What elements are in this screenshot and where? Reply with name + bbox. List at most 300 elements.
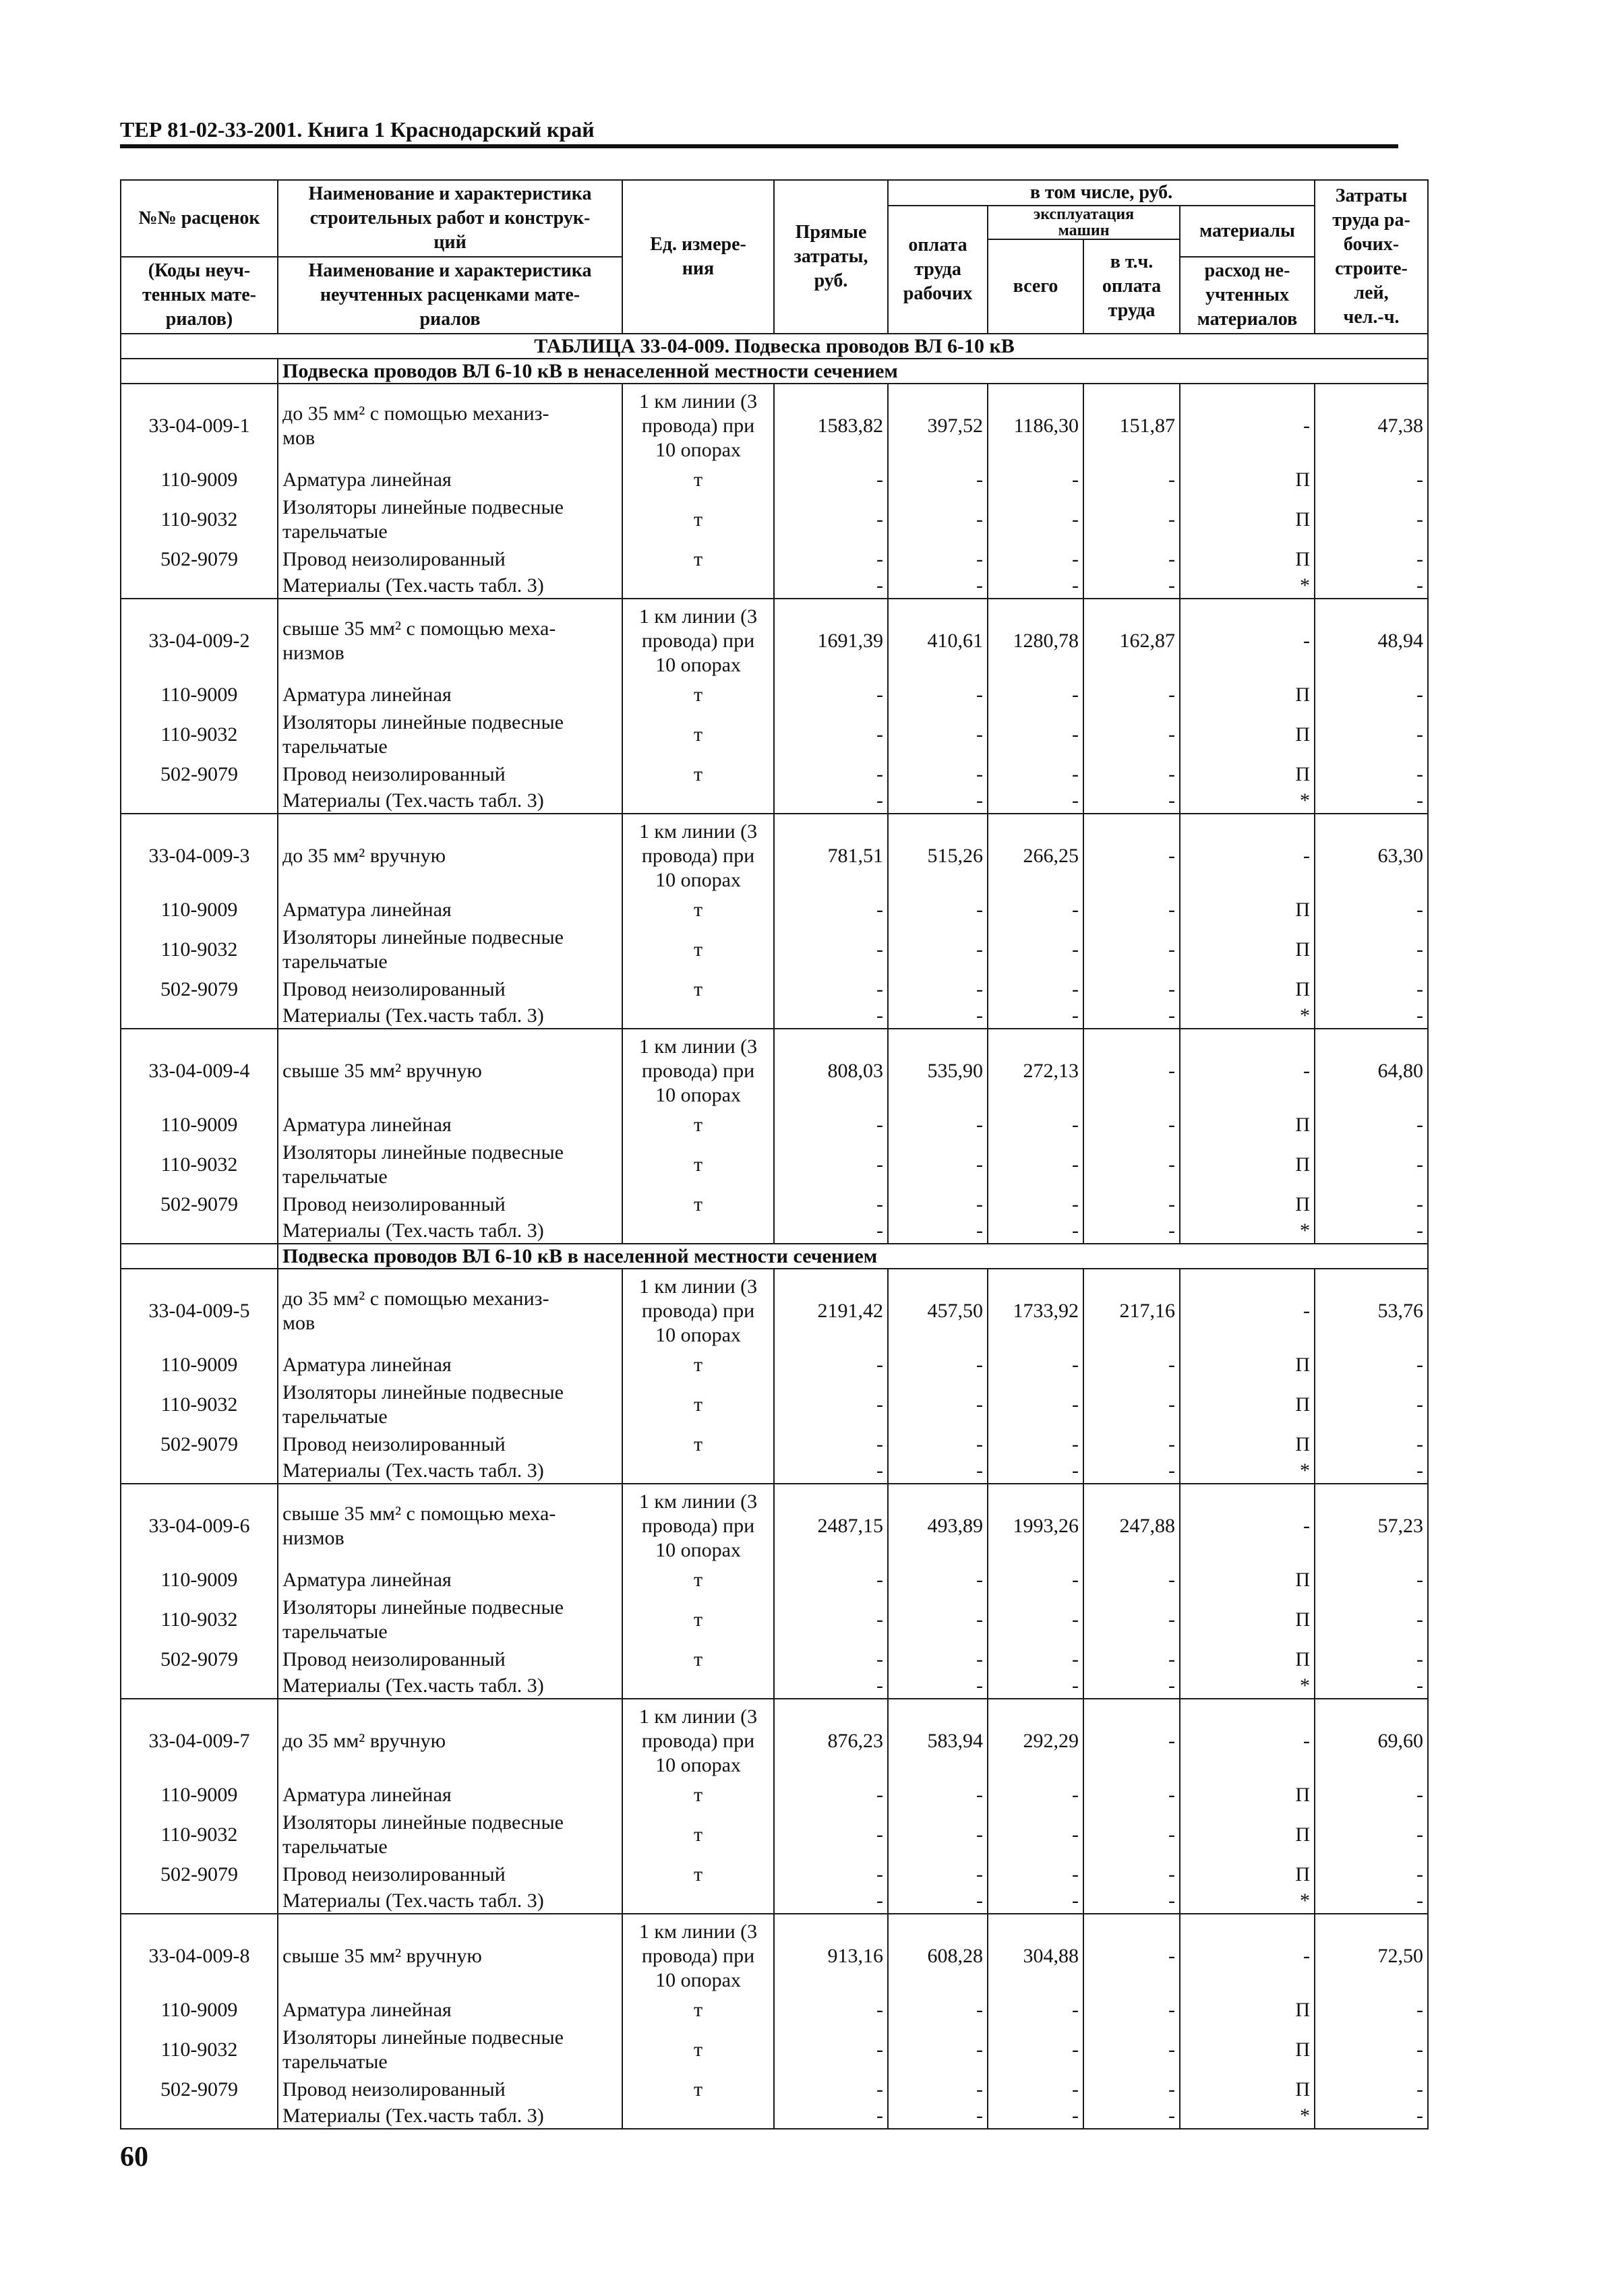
machine-operator-pay: -	[1083, 1138, 1180, 1191]
worker-pay: 410,61	[888, 599, 988, 682]
machine-operator-pay: -	[1083, 1593, 1180, 1646]
labor-hours: 53,76	[1315, 1269, 1428, 1352]
machine-operator-pay: -	[1083, 546, 1180, 573]
material-row	[121, 1458, 1428, 1484]
unit-of-measure: т	[622, 1808, 774, 1861]
rate-row	[121, 599, 1428, 682]
unit-of-measure: т	[622, 1861, 774, 1888]
worker-pay: -	[888, 1378, 988, 1431]
section-title: Подвеска проводов ВЛ 6-10 кВ в ненаселенной местности сечением	[278, 359, 1428, 384]
table-title-row	[121, 334, 1428, 359]
machine-cost-total: -	[988, 682, 1083, 708]
materials: П	[1180, 1997, 1315, 2023]
work-name: свыше 35 мм² вручную	[278, 1914, 622, 1997]
material-row	[121, 1646, 1428, 1673]
materials: П	[1180, 682, 1315, 708]
labor-hours: -	[1315, 2103, 1428, 2129]
labor-hours: -	[1315, 2023, 1428, 2076]
direct-cost: -	[774, 1888, 888, 1914]
rate-code: 110-9032	[121, 1138, 278, 1191]
machine-operator-pay: 247,88	[1083, 1484, 1180, 1567]
machine-operator-pay: -	[1083, 708, 1180, 761]
machine-cost-total: 1993,26	[988, 1484, 1083, 1567]
work-name: Арматура линейная	[278, 682, 622, 708]
materials: -	[1180, 1484, 1315, 1567]
labor-hours: 63,30	[1315, 814, 1428, 897]
machine-cost-total: -	[988, 1567, 1083, 1593]
unit-of-measure: т	[622, 976, 774, 1003]
machine-cost-total: -	[988, 1378, 1083, 1431]
header-materials: материалы	[1180, 206, 1315, 257]
machine-operator-pay: -	[1083, 1808, 1180, 1861]
machine-operator-pay: -	[1083, 1191, 1180, 1218]
unit-of-measure	[622, 573, 774, 599]
labor-hours: -	[1315, 1593, 1428, 1646]
rate-code	[121, 573, 278, 599]
unit-of-measure: т	[622, 682, 774, 708]
labor-hours: -	[1315, 923, 1428, 976]
materials: П	[1180, 1808, 1315, 1861]
worker-pay: -	[888, 2103, 988, 2129]
worker-pay: -	[888, 1567, 988, 1593]
labor-hours: -	[1315, 1191, 1428, 1218]
worker-pay: -	[888, 1431, 988, 1458]
direct-cost: -	[774, 1003, 888, 1029]
material-row	[121, 1782, 1428, 1808]
machine-operator-pay: -	[1083, 682, 1180, 708]
unit-of-measure: т	[622, 761, 774, 788]
work-name: Материалы (Тех.часть табл. 3)	[278, 2103, 622, 2129]
machine-operator-pay: 151,87	[1083, 384, 1180, 467]
rate-code: 110-9009	[121, 897, 278, 923]
machine-cost-total: -	[988, 1782, 1083, 1808]
machine-operator-pay: -	[1083, 923, 1180, 976]
material-row	[121, 976, 1428, 1003]
material-row	[121, 1352, 1428, 1378]
work-name: Материалы (Тех.часть табл. 3)	[278, 573, 622, 599]
machine-cost-total: -	[988, 1352, 1083, 1378]
material-row	[121, 1567, 1428, 1593]
rate-code: 33-04-009-7	[121, 1699, 278, 1782]
section-title: Подвеска проводов ВЛ 6-10 кВ в населенной местности сечением	[278, 1244, 1428, 1269]
unit-of-measure: т	[622, 1593, 774, 1646]
direct-cost: -	[774, 546, 888, 573]
machine-cost-total: -	[988, 1808, 1083, 1861]
unit-of-measure: т	[622, 1431, 774, 1458]
work-name: до 35 мм² вручную	[278, 1699, 622, 1782]
worker-pay: -	[888, 2023, 988, 2076]
materials: П	[1180, 1646, 1315, 1673]
work-name: Провод неизолированный	[278, 976, 622, 1003]
labor-hours: 64,80	[1315, 1029, 1428, 1112]
direct-cost: -	[774, 1782, 888, 1808]
direct-cost: -	[774, 1646, 888, 1673]
worker-pay: -	[888, 976, 988, 1003]
machine-cost-total: 1733,92	[988, 1269, 1083, 1352]
worker-pay: -	[888, 1138, 988, 1191]
direct-cost: -	[774, 2076, 888, 2103]
materials: *	[1180, 1888, 1315, 1914]
labor-hours: -	[1315, 1138, 1428, 1191]
materials: *	[1180, 1673, 1315, 1699]
direct-cost: 876,23	[774, 1699, 888, 1782]
labor-hours: -	[1315, 1378, 1428, 1431]
rate-code: 502-9079	[121, 1861, 278, 1888]
machine-operator-pay: -	[1083, 1458, 1180, 1484]
rate-code: 502-9079	[121, 546, 278, 573]
direct-cost: -	[774, 761, 888, 788]
material-row	[121, 1808, 1428, 1861]
material-row	[121, 897, 1428, 923]
materials: П	[1180, 1191, 1315, 1218]
work-name: до 35 мм² с помощью механиз- мов	[278, 384, 622, 467]
machine-operator-pay: -	[1083, 897, 1180, 923]
unit-of-measure	[622, 1888, 774, 1914]
machine-operator-pay: -	[1083, 1646, 1180, 1673]
worker-pay: -	[888, 1352, 988, 1378]
header-worker-pay: оплата труда рабочих	[888, 206, 988, 334]
materials: П	[1180, 976, 1315, 1003]
direct-cost: -	[774, 573, 888, 599]
rate-code: 33-04-009-6	[121, 1484, 278, 1567]
work-name: Изоляторы линейные подвесные тарельчатые	[278, 1808, 622, 1861]
rate-code: 110-9009	[121, 1567, 278, 1593]
material-row	[121, 2103, 1428, 2129]
direct-cost: -	[774, 1458, 888, 1484]
machine-cost-total: -	[988, 467, 1083, 493]
machine-cost-total: -	[988, 2076, 1083, 2103]
work-name: Материалы (Тех.часть табл. 3)	[278, 1673, 622, 1699]
material-row	[121, 788, 1428, 814]
worker-pay: 608,28	[888, 1914, 988, 1997]
material-row	[121, 1191, 1428, 1218]
material-row	[121, 1888, 1428, 1914]
rate-code	[121, 1458, 278, 1484]
rate-row	[121, 1699, 1428, 1782]
machine-operator-pay: -	[1083, 1218, 1180, 1244]
labor-hours: -	[1315, 682, 1428, 708]
labor-hours: 47,38	[1315, 384, 1428, 467]
labor-hours: -	[1315, 1352, 1428, 1378]
machine-cost-total: -	[988, 1593, 1083, 1646]
machine-cost-total: -	[988, 493, 1083, 546]
materials: П	[1180, 923, 1315, 976]
machine-cost-total: -	[988, 788, 1083, 814]
rate-code: 33-04-009-1	[121, 384, 278, 467]
work-name: Арматура линейная	[278, 1997, 622, 2023]
machine-operator-pay: -	[1083, 493, 1180, 546]
material-row	[121, 1003, 1428, 1029]
machine-operator-pay: -	[1083, 573, 1180, 599]
worker-pay: -	[888, 493, 988, 546]
machine-cost-total: 304,88	[988, 1914, 1083, 1997]
labor-hours: -	[1315, 2076, 1428, 2103]
unit-of-measure: т	[622, 1112, 774, 1138]
materials: -	[1180, 1699, 1315, 1782]
labor-hours: -	[1315, 1861, 1428, 1888]
rate-code: 110-9032	[121, 2023, 278, 2076]
unit-of-measure: т	[622, 546, 774, 573]
material-row	[121, 467, 1428, 493]
worker-pay: -	[888, 682, 988, 708]
rate-code: 110-9009	[121, 1997, 278, 2023]
header-material-names: Наименование и характеристика неучтенных расценками мате- риалов	[278, 257, 622, 334]
work-name: Изоляторы линейные подвесные тарельчатые	[278, 1593, 622, 1646]
direct-cost: -	[774, 1218, 888, 1244]
worker-pay: -	[888, 1646, 988, 1673]
rate-code: 110-9009	[121, 467, 278, 493]
work-name: Арматура линейная	[278, 1782, 622, 1808]
rate-code: 110-9032	[121, 1378, 278, 1431]
material-row	[121, 708, 1428, 761]
rate-code: 110-9032	[121, 1593, 278, 1646]
material-row	[121, 1138, 1428, 1191]
machine-operator-pay: -	[1083, 1673, 1180, 1699]
worker-pay: -	[888, 1112, 988, 1138]
material-row	[121, 1112, 1428, 1138]
unit-of-measure: 1 км линии (3 провода) при 10 опорах	[622, 1029, 774, 1112]
unit-of-measure: т	[622, 2076, 774, 2103]
rate-code: 110-9032	[121, 923, 278, 976]
unit-of-measure: 1 км линии (3 провода) при 10 опорах	[622, 1699, 774, 1782]
machine-cost-total: -	[988, 1431, 1083, 1458]
direct-cost: 808,03	[774, 1029, 888, 1112]
direct-cost: -	[774, 682, 888, 708]
labor-hours: 69,60	[1315, 1699, 1428, 1782]
machine-cost-total: 292,29	[988, 1699, 1083, 1782]
rate-code: 502-9079	[121, 1646, 278, 1673]
machine-operator-pay: -	[1083, 1997, 1180, 2023]
worker-pay: 457,50	[888, 1269, 988, 1352]
direct-cost: -	[774, 2023, 888, 2076]
unit-of-measure: 1 км линии (3 провода) при 10 опорах	[622, 1269, 774, 1352]
worker-pay: 583,94	[888, 1699, 988, 1782]
rate-row	[121, 814, 1428, 897]
materials: -	[1180, 1269, 1315, 1352]
materials: П	[1180, 1112, 1315, 1138]
work-name: до 35 мм² вручную	[278, 814, 622, 897]
header-rate-number: №№ расценок	[121, 180, 278, 257]
direct-cost: 1691,39	[774, 599, 888, 682]
machine-operator-pay: -	[1083, 1112, 1180, 1138]
work-name: Арматура линейная	[278, 1112, 622, 1138]
table-body	[121, 334, 1428, 2129]
worker-pay: 535,90	[888, 1029, 988, 1112]
machine-cost-total: -	[988, 1458, 1083, 1484]
unit-of-measure: т	[622, 923, 774, 976]
rate-code	[121, 1003, 278, 1029]
materials: *	[1180, 1003, 1315, 1029]
machine-cost-total: 1186,30	[988, 384, 1083, 467]
direct-cost: -	[774, 1431, 888, 1458]
machine-operator-pay: -	[1083, 2023, 1180, 2076]
material-row	[121, 1431, 1428, 1458]
rate-code: 33-04-009-2	[121, 599, 278, 682]
direct-cost: -	[774, 493, 888, 546]
unit-of-measure: 1 км линии (3 провода) при 10 опорах	[622, 384, 774, 467]
materials: П	[1180, 493, 1315, 546]
machine-cost-total: -	[988, 1861, 1083, 1888]
labor-hours: -	[1315, 897, 1428, 923]
labor-hours: -	[1315, 1567, 1428, 1593]
worker-pay: -	[888, 1782, 988, 1808]
direct-cost: -	[774, 788, 888, 814]
worker-pay: -	[888, 708, 988, 761]
header-including: в том числе, руб.	[888, 180, 1315, 206]
machine-cost-total: -	[988, 976, 1083, 1003]
material-row	[121, 761, 1428, 788]
direct-cost: -	[774, 1191, 888, 1218]
worker-pay: -	[888, 467, 988, 493]
work-name: Изоляторы линейные подвесные тарельчатые	[278, 493, 622, 546]
rates-table	[120, 179, 1429, 2129]
unit-of-measure: т	[622, 1191, 774, 1218]
header-machine-total: всего	[988, 239, 1083, 334]
unit-of-measure	[622, 1458, 774, 1484]
unit-of-measure	[622, 2103, 774, 2129]
materials: П	[1180, 1352, 1315, 1378]
materials: П	[1180, 546, 1315, 573]
worker-pay: -	[888, 1808, 988, 1861]
rate-code: 110-9009	[121, 682, 278, 708]
direct-cost: -	[774, 1378, 888, 1431]
worker-pay: -	[888, 1218, 988, 1244]
direct-cost: -	[774, 1567, 888, 1593]
labor-hours: -	[1315, 1112, 1428, 1138]
materials: *	[1180, 1218, 1315, 1244]
material-row	[121, 682, 1428, 708]
section-row	[121, 1244, 1428, 1269]
rate-code: 110-9032	[121, 493, 278, 546]
machine-operator-pay: -	[1083, 467, 1180, 493]
material-row	[121, 493, 1428, 546]
direct-cost: -	[774, 1997, 888, 2023]
machine-cost-total: 266,25	[988, 814, 1083, 897]
materials: *	[1180, 1458, 1315, 1484]
unit-of-measure: т	[622, 1646, 774, 1673]
rate-code: 110-9009	[121, 1352, 278, 1378]
worker-pay: -	[888, 1673, 988, 1699]
rate-code: 33-04-009-5	[121, 1269, 278, 1352]
material-row	[121, 573, 1428, 599]
machine-cost-total: -	[988, 1003, 1083, 1029]
work-name: свыше 35 мм² вручную	[278, 1029, 622, 1112]
labor-hours: -	[1315, 976, 1428, 1003]
work-name: Материалы (Тех.часть табл. 3)	[278, 1003, 622, 1029]
header-labor-hours: Затраты труда ра- бочих- строите- лей, чел.-ч.	[1315, 180, 1428, 334]
materials: П	[1180, 1378, 1315, 1431]
materials: *	[1180, 2103, 1315, 2129]
rate-code	[121, 1888, 278, 1914]
rate-code	[121, 1218, 278, 1244]
machine-cost-total: -	[988, 546, 1083, 573]
work-name: свыше 35 мм² с помощью меха- низмов	[278, 599, 622, 682]
unit-of-measure	[622, 1003, 774, 1029]
labor-hours: -	[1315, 1646, 1428, 1673]
rate-code: 110-9009	[121, 1112, 278, 1138]
work-name: Арматура линейная	[278, 1567, 622, 1593]
rate-code: 502-9079	[121, 761, 278, 788]
worker-pay: -	[888, 923, 988, 976]
machine-cost-total: -	[988, 1646, 1083, 1673]
machine-cost-total: -	[988, 708, 1083, 761]
labor-hours: -	[1315, 761, 1428, 788]
worker-pay: -	[888, 897, 988, 923]
materials: П	[1180, 1861, 1315, 1888]
rate-code	[121, 2103, 278, 2129]
labor-hours: -	[1315, 1458, 1428, 1484]
machine-operator-pay: -	[1083, 1352, 1180, 1378]
worker-pay: -	[888, 1593, 988, 1646]
materials: П	[1180, 897, 1315, 923]
rate-row	[121, 1269, 1428, 1352]
worker-pay: -	[888, 1003, 988, 1029]
worker-pay: 493,89	[888, 1484, 988, 1567]
work-name: Изоляторы линейные подвесные тарельчатые	[278, 2023, 622, 2076]
direct-cost: -	[774, 1861, 888, 1888]
work-name: Арматура линейная	[278, 467, 622, 493]
rate-code: 33-04-009-3	[121, 814, 278, 897]
machine-cost-total: -	[988, 2103, 1083, 2129]
machine-operator-pay: 217,16	[1083, 1269, 1180, 1352]
machine-operator-pay: -	[1083, 1782, 1180, 1808]
materials: П	[1180, 1138, 1315, 1191]
material-row	[121, 1673, 1428, 1699]
direct-cost: -	[774, 467, 888, 493]
machine-cost-total: -	[988, 1673, 1083, 1699]
unit-of-measure: т	[622, 1352, 774, 1378]
labor-hours: -	[1315, 788, 1428, 814]
work-name: Материалы (Тех.часть табл. 3)	[278, 1218, 622, 1244]
unit-of-measure: 1 км линии (3 провода) при 10 опорах	[622, 1914, 774, 1997]
material-row	[121, 1593, 1428, 1646]
machine-operator-pay: -	[1083, 761, 1180, 788]
unit-of-measure	[622, 1218, 774, 1244]
work-name: Провод неизолированный	[278, 1191, 622, 1218]
materials: П	[1180, 2023, 1315, 2076]
labor-hours: -	[1315, 1808, 1428, 1861]
labor-hours: -	[1315, 546, 1428, 573]
header-material-codes: (Коды неуч- тенных мате- риалов)	[121, 257, 278, 334]
machine-cost-total: -	[988, 923, 1083, 976]
direct-cost: 2487,15	[774, 1484, 888, 1567]
direct-cost: 781,51	[774, 814, 888, 897]
materials: П	[1180, 2076, 1315, 2103]
machine-operator-pay: -	[1083, 2103, 1180, 2129]
labor-hours: 48,94	[1315, 599, 1428, 682]
rate-row	[121, 1484, 1428, 1567]
rate-code: 33-04-009-8	[121, 1914, 278, 1997]
labor-hours: -	[1315, 1997, 1428, 2023]
machine-cost-total: 272,13	[988, 1029, 1083, 1112]
materials: П	[1180, 467, 1315, 493]
unit-of-measure: т	[622, 1378, 774, 1431]
direct-cost: -	[774, 1593, 888, 1646]
labor-hours: -	[1315, 1782, 1428, 1808]
section-row	[121, 359, 1428, 384]
materials: П	[1180, 1431, 1315, 1458]
machine-operator-pay: -	[1083, 814, 1180, 897]
work-name: Изоляторы линейные подвесные тарельчатые	[278, 1138, 622, 1191]
work-name: Провод неизолированный	[278, 1646, 622, 1673]
table-header	[121, 180, 1428, 334]
materials: П	[1180, 761, 1315, 788]
unit-of-measure: т	[622, 708, 774, 761]
header-work-name: Наименование и характеристика строительных работ и конструк- ций	[278, 180, 622, 257]
direct-cost: 913,16	[774, 1914, 888, 1997]
unit-of-measure: т	[622, 2023, 774, 2076]
machine-operator-pay: -	[1083, 1914, 1180, 1997]
